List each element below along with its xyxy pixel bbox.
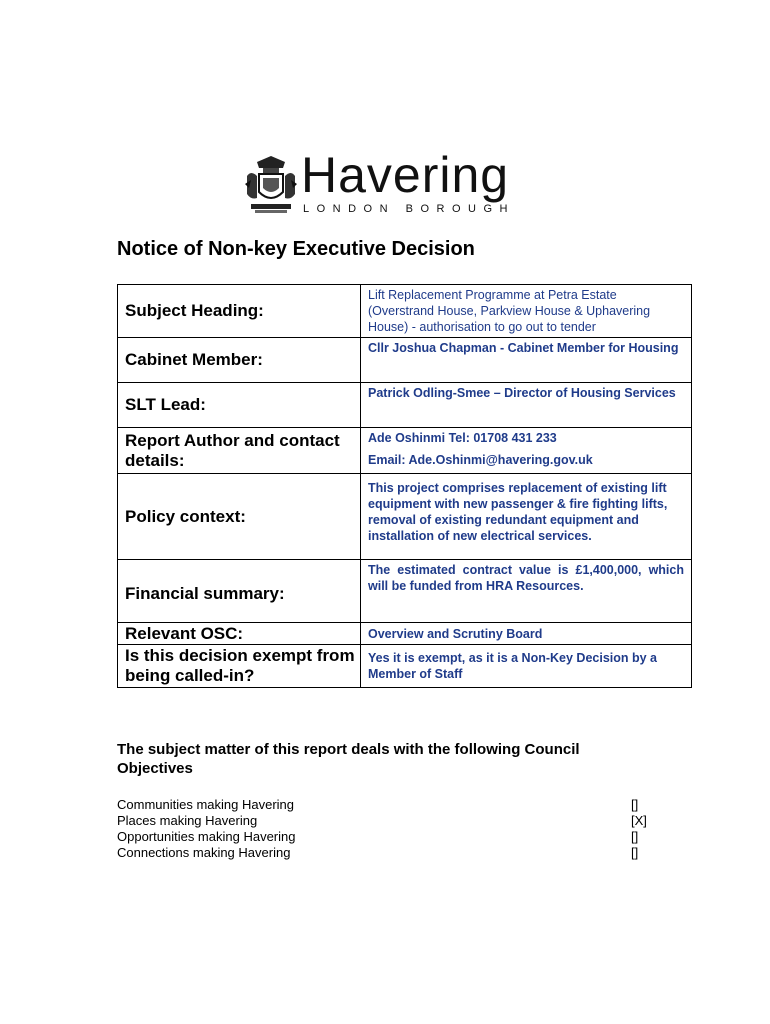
row-label: Is this decision exempt from being called-in? [118, 645, 361, 688]
row-label: Cabinet Member: [118, 338, 361, 383]
table-row [118, 623, 692, 645]
row-label: Subject Heading: [118, 285, 361, 338]
row-value: Lift Replacement Programme at Petra Estate (Overstrand House, Parkview House & Uphavering House) - authorisation to go out to tender [361, 285, 692, 338]
objective-label: Connections making Havering [117, 845, 291, 860]
row-value: Overview and Scrutiny Board [361, 623, 692, 645]
table-row [118, 428, 692, 474]
row-label: Relevant OSC: [118, 623, 361, 645]
table-row [118, 474, 692, 560]
table-row [118, 285, 692, 338]
logo-wordmark: Havering [301, 147, 510, 203]
objectives-list [117, 797, 657, 861]
row-value: Cllr Joshua Chapman - Cabinet Member for Housing [361, 338, 692, 383]
row-value [361, 428, 692, 474]
list-item [117, 797, 657, 813]
objectives-heading: The subject matter of this report deals with the following Council Objectives [117, 741, 580, 777]
havering-logo [243, 147, 523, 218]
table-row [118, 383, 692, 428]
objective-label: Opportunities making Havering [117, 829, 296, 844]
row-label: Policy context: [118, 474, 361, 560]
row-value: The estimated contract value is £1,400,000, which will be funded from HRA Resources. [361, 560, 692, 623]
row-value: Patrick Odling-Smee – Director of Housing Services [361, 383, 692, 428]
row-label: SLT Lead: [118, 383, 361, 428]
borough-crest-icon [243, 154, 299, 216]
decision-details-table [117, 284, 692, 688]
table-row [118, 645, 692, 688]
objective-label: Places making Havering [117, 813, 258, 828]
author-email: Email: Ade.Oshinmi@havering.gov.uk [368, 453, 593, 467]
row-label: Report Author and contact details: [118, 428, 361, 474]
objective-checkbox: [] [631, 829, 639, 844]
list-item [117, 829, 657, 845]
table-row [118, 338, 692, 383]
objective-checkbox: [] [631, 797, 639, 812]
page-title: Notice of Non-key Executive Decision [117, 238, 475, 260]
row-label: Financial summary: [118, 560, 361, 623]
logo-subtitle: LONDON BOROUGH [303, 203, 515, 215]
row-value: This project comprises replacement of existing lift equipment with new passenger & fire fighting lifts, removal of existing redundant equipment and installation of new electrical services. [361, 474, 692, 560]
list-item [117, 813, 657, 829]
author-phone: Ade Oshinmi Tel: 01708 431 233 [368, 431, 557, 445]
list-item [117, 845, 657, 861]
objective-label: Communities making Havering [117, 797, 295, 812]
row-value: Yes it is exempt, as it is a Non-Key Decision by a Member of Staff [361, 645, 692, 688]
table-row [118, 560, 692, 623]
objective-checkbox: [] [631, 845, 639, 860]
objective-checkbox: [X] [631, 813, 647, 828]
